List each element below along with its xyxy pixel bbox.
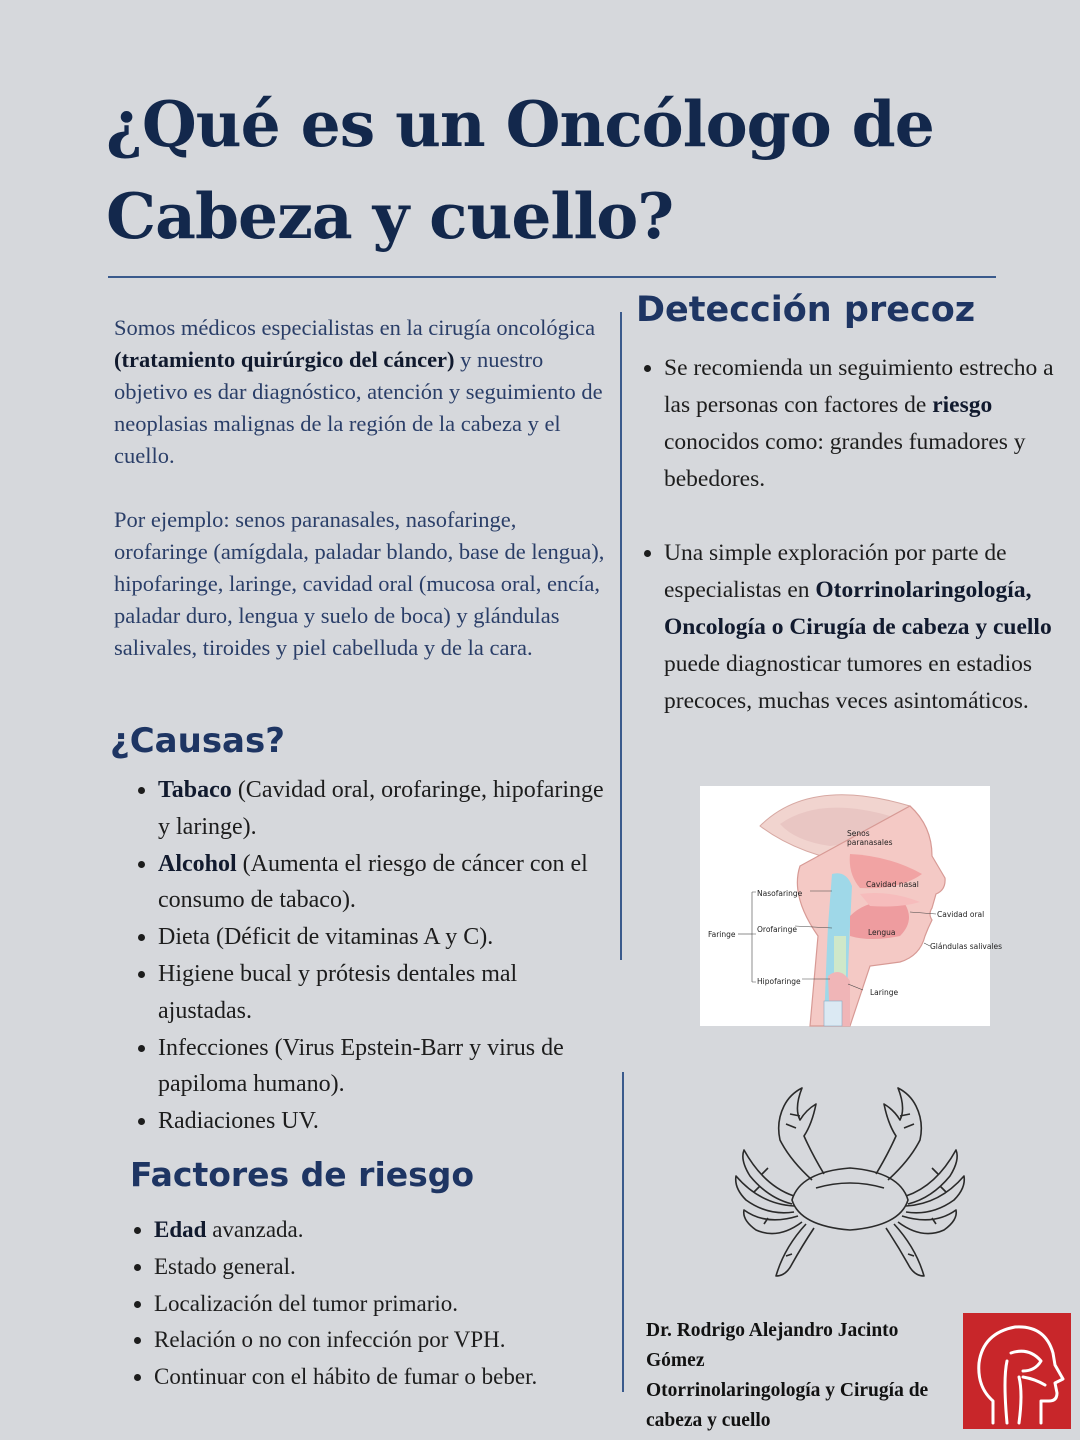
deteccion-heading: Detección precoz: [636, 290, 976, 330]
list-item: Dieta (Déficit de vitaminas A y C).: [136, 919, 606, 956]
list-item: Radiaciones UV.: [136, 1103, 606, 1140]
list-item: Localización del tumor primario.: [132, 1286, 612, 1323]
list-item: Relación o no con infección por VPH.: [132, 1322, 612, 1359]
page-title: ¿Qué es un Oncólogo de Cabeza y cuello?: [106, 87, 934, 253]
list-item: Estado general.: [132, 1249, 612, 1286]
factores-list: [132, 1212, 612, 1396]
label-laringe: Laringe: [870, 988, 899, 997]
head-profile-logo-icon: [963, 1313, 1071, 1429]
label-paranasales: paranasales: [847, 838, 893, 847]
intro-paragraph-1: Somos médicos especialistas en la cirugía oncológica (tratamiento quirúrgico del cáncer) y nuestro objetivo es dar diagnóstico, atención y seguimiento de neoplasias malignas de la región de la cabeza y el cuello.: [114, 315, 603, 468]
doctor-name-line2: Gómez: [646, 1350, 705, 1371]
crab-drawing-icon: [720, 1080, 980, 1290]
deteccion-list: [642, 350, 1062, 720]
title-divider: [108, 276, 996, 278]
doctor-specialty-line2: cabeza y cuello: [646, 1410, 771, 1431]
intro-paragraph-2: Por ejemplo: senos paranasales, nasofaringe, orofaringe (amígdala, paladar blando, base de lengua), hipofaringe, laringe, cavidad oral (mucosa oral, encía, paladar duro, lengua y suelo de boca) y glándulas salivales, tiroides y piel cabelluda y de la cara.: [114, 507, 605, 660]
list-item: Continuar con el hábito de fumar o beber.: [132, 1359, 612, 1396]
column-divider-bottom: [622, 1072, 624, 1392]
label-nasofaringe: Nasofaringe: [757, 889, 803, 898]
label-faringe: Faringe: [708, 930, 736, 939]
label-orofaringe: Orofaringe: [757, 925, 797, 934]
label-lengua: Lengua: [868, 928, 896, 937]
causas-list: [136, 772, 606, 1140]
list-item: Se recomienda un seguimiento estrecho a las personas con factores de riesgo conocidos como: grandes fumadores y bebedores.: [642, 350, 1062, 498]
head-anatomy-illustration: [700, 786, 1003, 1026]
doctor-name-line1: Dr. Rodrigo Alejandro Jacinto: [646, 1320, 899, 1341]
causas-heading: ¿Causas?: [110, 721, 285, 761]
label-glandulas: Glándulas salivales: [930, 942, 1003, 951]
column-divider-top: [620, 312, 622, 960]
intro-text: [114, 312, 614, 664]
list-item: Una simple exploración por parte de especialistas en Otorrinolaringología, Oncología o Cirugía de cabeza y cuello puede diagnosticar tumores en estadios precoces, muchas veces asintomáticos.: [642, 535, 1062, 720]
list-item: Alcohol (Aumenta el riesgo de cáncer con el consumo de tabaco).: [136, 846, 606, 920]
label-senos: Senos: [847, 829, 870, 838]
list-item: Edad avanzada.: [132, 1212, 612, 1249]
list-item: Tabaco (Cavidad oral, orofaringe, hipofaringe y laringe).: [136, 772, 606, 846]
doctor-specialty-line1: Otorrinolaringología y Cirugía de: [646, 1380, 929, 1401]
list-item: Higiene bucal y prótesis dentales mal ajustadas.: [136, 956, 606, 1030]
factores-heading: Factores de riesgo: [130, 1155, 475, 1194]
label-hipofaringe: Hipofaringe: [757, 977, 801, 986]
label-cavidad-nasal: Cavidad nasal: [866, 880, 919, 889]
label-cavidad-oral: Cavidad oral: [937, 910, 985, 919]
doctor-signature: [646, 1316, 976, 1436]
list-item: Infecciones (Virus Epstein-Barr y virus de papiloma humano).: [136, 1030, 606, 1104]
